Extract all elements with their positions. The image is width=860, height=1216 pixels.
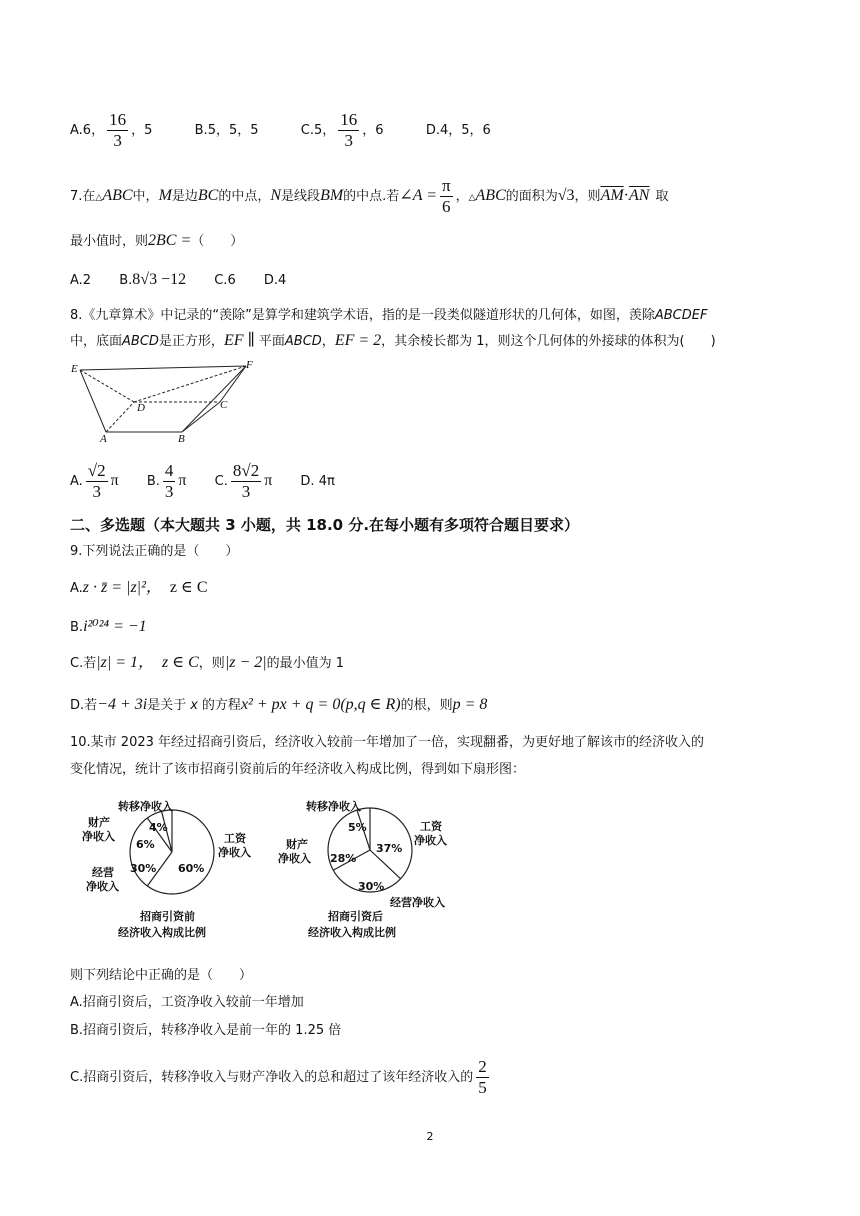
q7-option-b: B.8√3 −12 xyxy=(119,271,187,288)
q6-options xyxy=(70,108,491,154)
pie1-label-transfer: 转移净收入 xyxy=(118,800,173,813)
pie1-label-property: 财产 xyxy=(88,816,110,829)
q6-option-c: C.5， $\frac{16}{3}$ ，6 xyxy=(300,110,384,150)
q8-solid-figure xyxy=(70,360,260,445)
label-a: A xyxy=(100,433,107,445)
pie2-title-line2: 经济收入构成比例 xyxy=(308,926,396,939)
q7-option-c: C.6 xyxy=(214,273,236,288)
pie1-value-property: 6% xyxy=(136,838,155,851)
pie1-slices xyxy=(130,810,214,894)
q9-stem: 9.下列说法正确的是（ ） xyxy=(70,544,239,559)
pie1-label-business: 经营 xyxy=(92,866,114,879)
pie1-value-transfer: 4% xyxy=(149,821,168,834)
q7-stem-line2: 最小值时，则2BC =（ ） xyxy=(70,232,244,249)
q9-option-b: B.i²⁰²⁴ = −1 xyxy=(70,618,147,635)
pie2-label-property-2: 净收入 xyxy=(278,852,311,865)
pie-chart-before xyxy=(72,790,272,950)
pie2-value-property: 28% xyxy=(330,852,357,865)
q10-option-a: A.招商引资后，工资净收入较前一年增加 xyxy=(70,995,304,1010)
q9-option-d: D.若−4 + 3i是关于 x 的方程x² + px + q = 0(p,q ∈ R)的根，则p = 8 xyxy=(70,696,488,713)
pie1-label-wage-2: 净收入 xyxy=(218,846,251,859)
q10-option-b: B.招商引资后，转移净收入是前一年的 1.25 倍 xyxy=(70,1023,342,1038)
pie2-label-business: 经营净收入 xyxy=(390,896,445,909)
q8-option-c: C. $\frac{8√2}{3}$ π xyxy=(214,461,273,501)
q8-stem-line1: 8.《九章算术》中记录的“羡除”是算学和建筑学术语，指的是一段类似隧道形状的几何体，如图，羡除ABCDEF xyxy=(70,308,708,323)
q6-option-b: B.5，5，5 xyxy=(194,123,259,138)
q8-option-a: A. $\frac{√2}{3}$ π xyxy=(70,461,119,501)
pie1-value-wage: 60% xyxy=(178,862,205,875)
pie2-label-wage-2: 净收入 xyxy=(414,834,447,847)
q7-stem: 7.在△ABC中，M是边BC的中点，N是线段BM的中点.若∠A = $\frac{\pi}{6}$ ，△ABC的面积为√3，则$\overline{AM}\cdot\overline{AN}$ 取 xyxy=(70,176,669,216)
pie2-value-business: 30% xyxy=(358,880,385,893)
pie2-label-transfer: 转移净收入 xyxy=(306,800,361,813)
pie2-title-line1: 招商引资后 xyxy=(328,910,383,923)
pie1-label-property-2: 净收入 xyxy=(82,830,115,843)
section-title-multiple-choice: 二、多选题（本大题共 3 小题，共 18.0 分.在每小题有多项符合题目要求） xyxy=(70,516,580,534)
q6-option-d: D.4，5，6 xyxy=(425,123,491,138)
q9-option-c: C.若|z| = 1， z ∈ C，则|z − 2|的最小值为 1 xyxy=(70,654,345,671)
q8-option-b: B. $\frac{4}{3}$ π xyxy=(146,461,187,501)
pie2-label-property: 财产 xyxy=(286,838,308,851)
q7-options xyxy=(70,270,286,291)
q8-options xyxy=(70,458,335,504)
pie1-label-wage: 工资 xyxy=(224,832,246,845)
label-f: F xyxy=(246,360,253,371)
pie2-label-wage: 工资 xyxy=(420,820,442,833)
pie2-value-transfer: 5% xyxy=(348,821,367,834)
q7-option-a: A.2 xyxy=(70,273,92,288)
q10-stem-line2: 变化情况，统计了该市招商引资前后的年经济收入构成比例，得到如下扇形图： xyxy=(70,762,526,777)
pie-chart-after xyxy=(272,790,472,950)
q9-option-a: A.z · z̄ = |z|²， z ∈ C xyxy=(70,579,208,596)
page-number: 2 xyxy=(426,1130,434,1143)
q10-stem-line1: 10.某市 2023 年经过招商引资后，经济收入较前一年增加了一倍，实现翻番，为更好地了解该市的经济收入的 xyxy=(70,735,705,750)
label-c: C xyxy=(220,399,228,411)
q8-stem-line2: 中，底面ABCD是正方形，EF ∥ 平面ABCD，EF = 2，其余棱长都为 1，则这个几何体的外接球的体积为( ) xyxy=(70,332,716,349)
q10-question: 则下列结论中正确的是（ ） xyxy=(70,968,253,983)
q10-option-c: C.招商引资后，转移净收入与财产净收入的总和超过了该年经济收入的 $\frac{2}{5}$ xyxy=(70,1057,487,1097)
label-d: D xyxy=(137,402,145,414)
pie1-title-line2: 经济收入构成比例 xyxy=(118,926,206,939)
pie2-value-wage: 37% xyxy=(376,842,403,855)
q7-option-d: D.4 xyxy=(263,273,287,288)
pie1-label-business-2: 净收入 xyxy=(86,880,119,893)
q6-option-a: A.6， $\frac{16}{3}$ ，5 xyxy=(70,110,153,150)
pie1-title-line1: 招商引资前 xyxy=(140,910,195,923)
label-b: B xyxy=(178,433,185,445)
pie1-value-business: 30% xyxy=(130,862,157,875)
label-e: E xyxy=(71,363,78,375)
q8-option-d: D. 4π xyxy=(300,474,335,489)
